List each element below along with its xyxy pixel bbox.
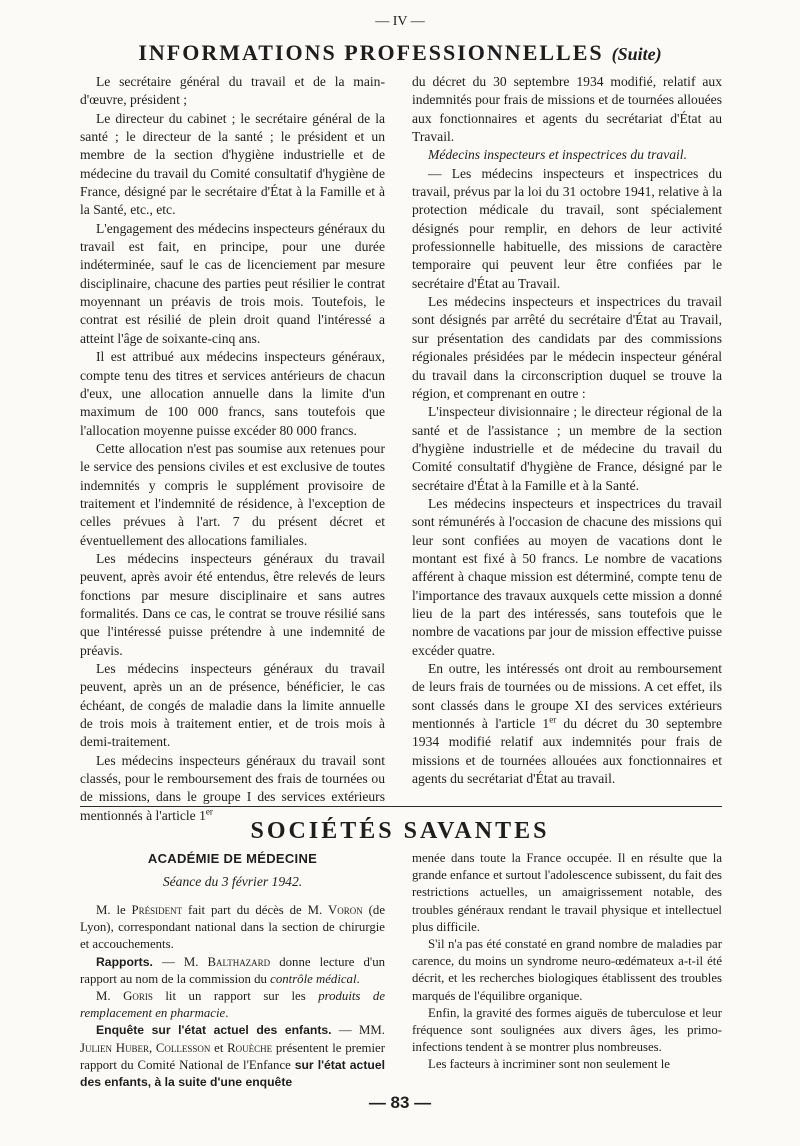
academie-title: ACADÉMIE DE MÉDECINE (147, 851, 318, 866)
paragraph-text-cont: du décret du 30 septembre 1934 modifié relatif aux indemnités pour frais de missions et de tournées allouées aux fonctionnaires et agents du secrétariat d'État au travail. (412, 716, 722, 787)
text: fait part du décès de M. (182, 903, 329, 917)
italic-text: contrôle médical (270, 971, 357, 986)
paragraph: Cette allocation n'est pas soumise aux retenues pour le service des pensions civiles et est exclusive de toutes indemnités y compris le supplément provisoire de traitement et l'indemnité de résidence, à l'exception de celles prévues à l'art. 7 du présent décret et éventuellement des allocations familiales. (80, 440, 385, 548)
subheading-medecins-inspecteurs: Médecins inspecteurs et inspectrices du travail. (428, 147, 687, 163)
paragraph: Les médecins inspecteurs et inspectrices du travail sont rémunérés à l'occasion de chacune des missions qui leur sont confiées au moyen de vacations dont le montant est fixé à 50 francs. Le nombre de vacations afférent à chaque mission est déterminé, compte tenu de l'importance des travaux auxquels cette mission a donné lieu de la part des intéressés, sans toutefois que le nombre de vacations par jour de mission effective puisse excéder quatre. (412, 495, 722, 658)
text: — M. (152, 954, 208, 969)
run-in-heading: Enquête sur l'état actuel des enfants. (96, 1023, 332, 1038)
text: — MM. (331, 1023, 386, 1038)
paragraph (80, 1022, 385, 1091)
top-left-column (80, 73, 385, 825)
bottom-right-column (412, 850, 722, 1074)
paragraph-text: En outre, les intéressés ont droit au remboursement de leurs frais de tournées ou de missions. A cet effet, ils sont classés dans le groupe XI des services extérieurs mentionnés à l'article 1 (412, 661, 722, 732)
text: . (225, 1006, 229, 1021)
text: donne lecture d'un rapport au nom de la commission du (80, 954, 385, 986)
paragraph-last (80, 752, 385, 825)
italic-text: produits de remplacement en pharmacie (80, 989, 386, 1021)
page-number: — 83 — (368, 1093, 432, 1112)
person-name: Goris (123, 989, 153, 1004)
paragraph-text: Les médecins inspecteurs généraux du travail sont classés, pour le remboursement des frais de tournées ou de missions, dans le groupe I des services extérieurs mentionnés à l'article 1 (80, 752, 385, 823)
bottom-left-column (80, 902, 385, 1091)
paragraph: Le secrétaire général du travail et de la main-d'œuvre, président ; (80, 74, 385, 108)
person-name: Julien Huber, Collesson (80, 1040, 211, 1055)
section-title-suffix: (Suite) (611, 44, 662, 64)
paragraph: Il est attribué aux médecins inspecteurs généraux, compte tenu des titres et services antérieurs de chacun d'eux, une allocation annuelle dans la limite d'un maximum de 100 000 francs, sans toutefois que l'allocation moyenne puisse excéder 80 000 francs. (80, 349, 385, 438)
person-name: Voron (328, 903, 363, 917)
text: et (210, 1040, 228, 1055)
paragraph: L'inspecteur divisionnaire ; le directeur régional de la santé et de l'assistance ; un membre de la section d'hygiène industrielle et de médecine du travail du Comité consultatif d'hygiène de France, désigné par le secrétaire d'État à la Famille et à la Santé. (412, 404, 722, 493)
paragraph (412, 660, 722, 788)
person-name: Balthazard (207, 954, 271, 969)
paragraph: Les médecins inspecteurs généraux du travail peuvent, après avoir été entendus, être relevés de leurs fonctions par mesure disciplinaire et sans autres formalités. Dans ce cas, le contrat se trouve résilié sans que l'intéressé puisse prétendre à une indemnité de préavis. (80, 550, 385, 658)
text: . (356, 971, 360, 986)
paragraph: L'engagement des médecins inspecteurs généraux du travail est fait, en principe, pour une durée indéterminée, sauf le cas de licenciement par mesure disciplinaire, chacune des parties peut résilier le contrat moyennant un préavis de trois mois. Toutefois, le contrat est résilié de plein droit quand l'intéressé a atteint l'âge de soixante-cinq ans. (80, 220, 385, 346)
paragraph: Les médecins inspecteurs et inspectrices du travail sont désignés par arrêté du secrétaire d'État au Travail, sur présentation des candidats par des commissions régionales présidées par le médecin inspecteur général du travail dans la circonscription duquel se trouve la région, et comprenant en outre : (412, 294, 722, 401)
text: lit un rapport sur les (152, 989, 319, 1004)
paragraph: Les facteurs à incriminer sont non seulement le (428, 1057, 670, 1072)
paragraph: — Les médecins inspecteurs et inspectrices du travail, prévus par la loi du 31 octobre 1941, relative à la protection médicale du travail, sont spécialement désignés pour remplir, en dehors de leur activité professionnelle habituelle, des missions de caractère temporaire qui peuvent leur être confiées par le secrétaire d'État au Travail. (412, 165, 722, 291)
paragraph: Enfin, la gravité des formes aiguës de tuberculose et leur fréquence sont soulignées aux divers âges, les primo-infections tendent à se montrer plus nombreuses. (412, 1005, 722, 1055)
text: (de Lyon), correspondant national dans la section de chirurgie et accouchements. (80, 903, 385, 952)
paragraph: S'il n'a pas été constaté en grand nombre de maladies par carence, du moins un syndrome neuro-œdémateux a-t-il été décrit, et les recherches biologiques établissent des troubles marqués de l'équilibre organique. (412, 937, 722, 1003)
text: M. le (96, 903, 132, 917)
section-title-text: INFORMATIONS PROFESSIONNELLES (138, 40, 604, 65)
section-divider (80, 806, 722, 807)
societes-savantes-title: SOCIÉTÉS SAVANTES (250, 818, 550, 844)
paragraph (80, 902, 385, 954)
paragraph: Le directeur du cabinet ; le secrétaire général de la santé ; le directeur de la santé ; le président et un membre de la section d'hygiène industrielle et de médecine du travail du Comité consultatif d'hygiène de France, désigné par le secrétaire d'État à la Famille et à la Santé, etc., etc. (80, 110, 385, 218)
person-name: Président (131, 903, 183, 917)
paragraph: Les médecins inspecteurs généraux du travail peuvent, après un an de présence, bénéficier, le cas échéant, de congés de maladie dans la limite annuelle de trois mois à traitement entier, et de trois mois à demi-traitement. (80, 661, 385, 750)
top-right-column (412, 73, 722, 788)
text: présentent le premier rapport du Comité National de l'Enfance (80, 1040, 385, 1072)
paragraph (80, 988, 385, 1022)
text: M. (96, 989, 124, 1004)
bold-text: sur l'état actuel des enfants, à la suite d'une enquête (80, 1057, 386, 1090)
superscript: er (549, 714, 557, 725)
paragraph (80, 954, 385, 988)
paragraph: menée dans toute la France occupée. Il en résulte que la grande enfance et surtout l'adolescence subissent, du fait des restrictions actuelles, un amaigrissement notable, des troubles généraux rendant le travail physique et intellectuel plus difficile. (412, 851, 722, 934)
paragraph: du décret du 30 septembre 1934 modifié, relatif aux indemnités pour frais de missions et de tournées allouées aux fonctionnaires et agents du secrétariat d'État au Travail. (412, 74, 722, 145)
run-in-heading: Rapports. (96, 954, 153, 969)
roman-page-number: — IV — (375, 14, 425, 29)
section-title (0, 40, 800, 66)
seance-date: Séance du 3 février 1942. (162, 874, 303, 889)
person-name: Rouèche (227, 1040, 273, 1055)
superscript: er (205, 806, 213, 817)
